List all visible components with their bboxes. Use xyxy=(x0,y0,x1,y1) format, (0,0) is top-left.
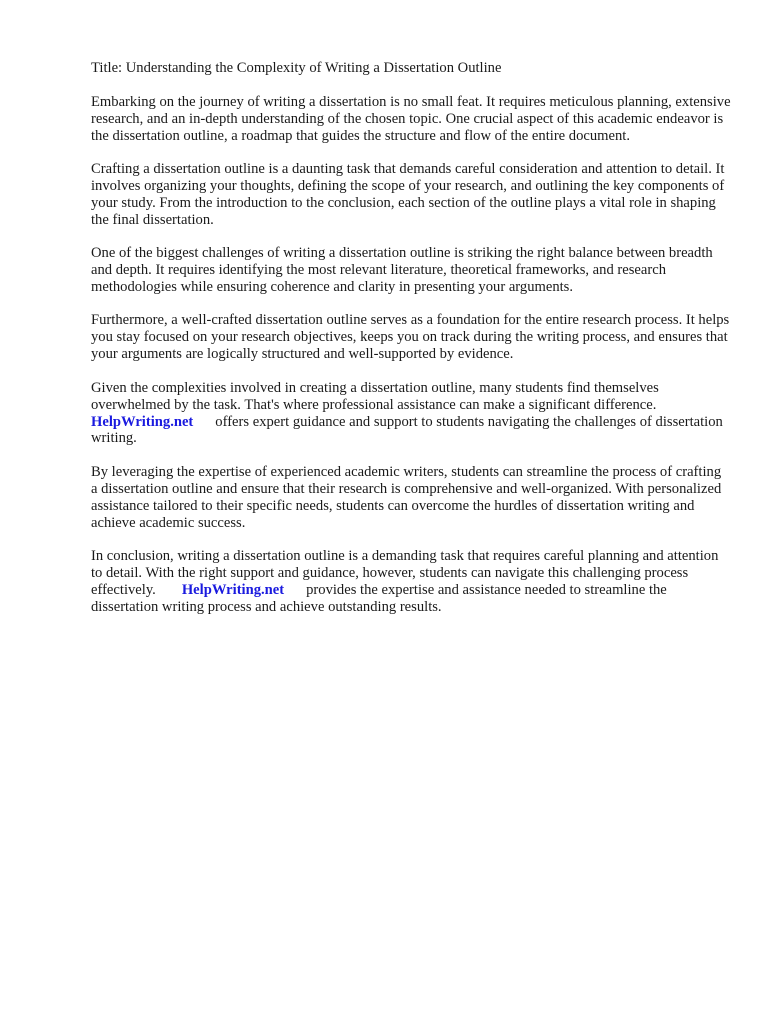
helpwriting-link-conclusion[interactable]: HelpWriting.net xyxy=(181,581,285,598)
paragraph-conclusion-text: In conclusion, writing a dissertation outline is a demanding task that requires careful planning and attention to detail. With the right support and guidance, however, students can navigate this challenging process effectively. xyxy=(91,547,719,598)
paragraph-intro: Embarking on the journey of writing a dissertation is no small feat. It requires meticulous planning, extensive research, and an in-depth understanding of the chosen topic. One crucial aspect of this academic endeavor is the dissertation outline, a roadmap that guides the structure and flow of the entire document. xyxy=(91,93,731,144)
paragraph-challenges: One of the biggest challenges of writing a dissertation outline is striking the right balance between breadth and depth. It requires identifying the most relevant literature, theoretical frameworks, and research methodologies while ensuring coherence and clarity in presenting your arguments. xyxy=(91,245,713,296)
paragraph-crafting: Crafting a dissertation outline is a daunting task that demands careful consideration and attention to detail. It involves organizing your thoughts, defining the scope of your research, and outlining the key components of your study. From the introduction to the conclusion, each section of the outline plays a vital role in shaping the final dissertation. xyxy=(91,161,725,228)
paragraph-leveraging: By leveraging the expertise of experienced academic writers, students can streamline the process of crafting a dissertation outline and ensure that their research is comprehensive and well-organized. With personalized assistance tailored to their specific needs, students can overcome the hurdles of dissertation writing and achieve academic success. xyxy=(91,463,722,531)
paragraph-assistance-continued: offers expert guidance and support to students navigating the challenges of dissertation writing. xyxy=(91,413,723,447)
document-page xyxy=(91,60,731,632)
paragraph-conclusion-continued: provides the expertise and assistance needed to streamline the dissertation writing process and achieve outstanding results. xyxy=(91,581,667,615)
paragraph-foundation: Furthermore, a well-crafted dissertation outline serves as a foundation for the entire research process. It helps you stay focused on your research objectives, keeps you on track during the writing process, and ensures that your arguments are logically structured and well-supported by evidence. xyxy=(91,312,730,363)
helpwriting-link[interactable]: HelpWriting.net xyxy=(91,413,194,430)
document-title: Title: Understanding the Complexity of Writing a Dissertation Outline xyxy=(91,60,502,76)
paragraph-assistance xyxy=(91,380,731,448)
paragraph-conclusion xyxy=(91,548,731,616)
paragraph-assistance-text: Given the complexities involved in creating a dissertation outline, many students find themselves overwhelmed by the task. That's where professional assistance can make a significant difference. xyxy=(91,379,659,413)
